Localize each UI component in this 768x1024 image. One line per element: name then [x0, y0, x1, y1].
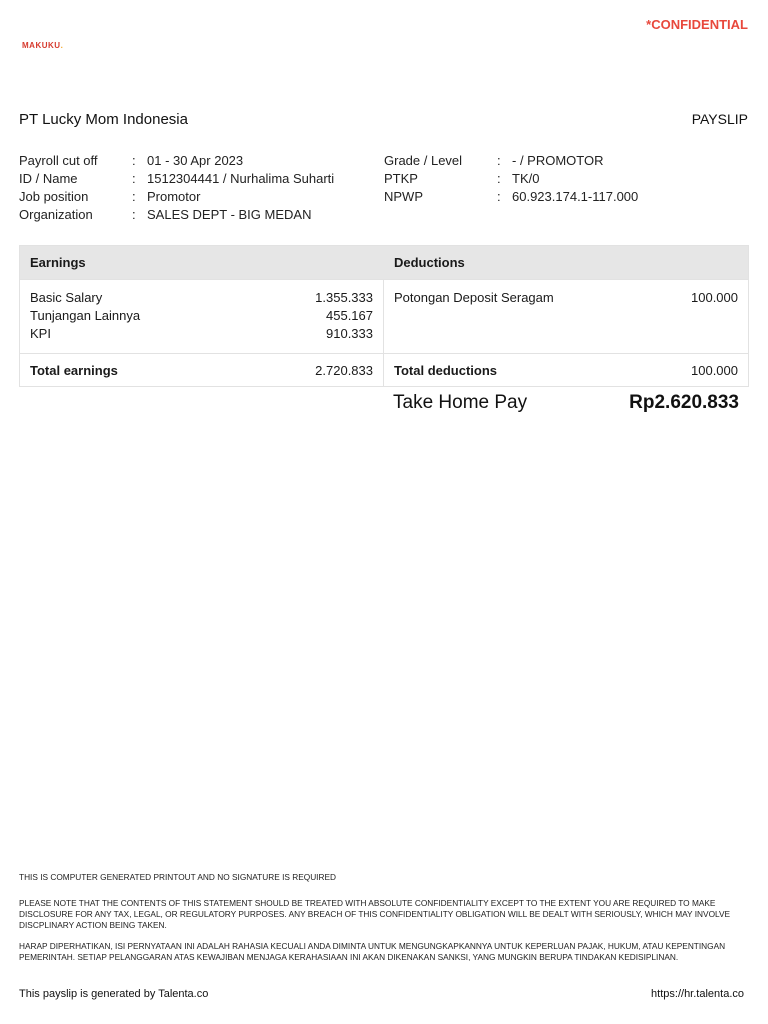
info-row-organization: [19, 205, 379, 223]
info-value: - / PROMOTOR: [512, 152, 604, 168]
deduction-label: Potongan Deposit Seragam: [394, 289, 554, 305]
earning-label: Tunjangan Lainnya: [30, 307, 141, 323]
total-deductions-amount: 100.000: [691, 362, 738, 378]
info-colon: :: [497, 152, 501, 168]
earning-label: Basic Salary: [30, 289, 103, 305]
info-label: Payroll cut off: [19, 152, 98, 168]
earning-amount: 910.333: [326, 325, 373, 341]
earning-amount: 1.355.333: [315, 289, 373, 305]
info-value: 1512304441 / Nurhalima Suharti: [147, 170, 335, 186]
confidentiality-note-id: HARAP DIPERHATIKAN, ISI PERNYATAAN INI ADALAH RAHASIA KECUALI ANDA DIMINTA UNTUK MENGUNGKAPKANNYA UNTUK KEPERLUAN PAJAK, HUKUM, ATAU KEPENTINGAN PEMERINTAH. SETIAP PELANGGARAN ATAS KEWAJIBAN MENJAGA KERAHASIAAN INI AKAN DIKENAKAN SANKSI, YANG MUNGKIN BERUPA TINDAKAN KEDISIPLINAN.: [19, 941, 726, 962]
logo-text: MAKUKU: [22, 41, 61, 50]
confidentiality-note-en: PLEASE NOTE THAT THE CONTENTS OF THIS STATEMENT SHOULD BE TREATED WITH ABSOLUTE CONFIDENTIALITY EXCEPT TO THE EXTENT YOU ARE REQUIRED TO MAKE DISCLOSURE FOR ANY TAX, LEGAL, OR REGULATORY PURPOSES. ANY BREACH OF THIS CONFIDENTIALITY OBLIGATION WILL BE DEALT WITH SERIOUSLY, WHICH MAY INVOLVE DISCPLINARY ACTION BEING TAKEN.: [19, 898, 731, 930]
take-home-pay: [393, 392, 739, 414]
company-name: PT Lucky Mom Indonesia: [19, 111, 188, 128]
earnings-total-row: [20, 354, 384, 386]
company-logo: [22, 41, 63, 50]
total-earnings-label: Total earnings: [30, 362, 118, 378]
earnings-list: [20, 280, 384, 353]
info-value: 60.923.174.1-117.000: [512, 188, 639, 204]
info-value: SALES DEPT - BIG MEDAN: [147, 206, 312, 222]
take-home-pay-amount: Rp2.620.833: [629, 392, 739, 413]
info-colon: :: [132, 152, 136, 168]
deduction-amount: 100.000: [691, 289, 738, 305]
info-row-grade-level: [384, 151, 748, 169]
info-row-id-name: [19, 169, 379, 187]
earning-item: [30, 324, 373, 342]
generated-by-text: This payslip is generated by Talenta.co: [19, 988, 209, 1000]
info-value: 01 - 30 Apr 2023: [147, 152, 244, 168]
earnings-deductions-table: [19, 245, 749, 387]
info-colon: :: [132, 188, 136, 204]
table-totals: [20, 353, 748, 386]
info-label: Grade / Level: [384, 152, 463, 168]
info-label: PTKP: [384, 170, 418, 186]
talenta-url-link[interactable]: https://hr.talenta.co: [651, 988, 744, 1000]
earning-item: [30, 306, 373, 324]
info-label: ID / Name: [19, 170, 78, 186]
info-label: Organization: [19, 206, 93, 222]
earning-label: KPI: [30, 325, 51, 341]
deductions-list: [384, 280, 748, 353]
logo-dot: .: [60, 41, 64, 50]
info-colon: :: [497, 188, 501, 204]
no-signature-note: THIS IS COMPUTER GENERATED PRINTOUT AND NO SIGNATURE IS REQUIRED: [19, 872, 337, 882]
info-row-npwp: [384, 187, 748, 205]
take-home-pay-label: Take Home Pay: [393, 392, 528, 413]
employee-info-right: [384, 151, 748, 205]
info-value: Promotor: [147, 188, 201, 204]
info-row-payroll-cutoff: [19, 151, 379, 169]
info-colon: :: [497, 170, 501, 186]
deduction-item: [394, 288, 738, 306]
earning-amount: 455.167: [326, 307, 373, 323]
deductions-header: Deductions: [394, 255, 465, 270]
info-value: TK/0: [512, 170, 540, 186]
confidential-label: *CONFIDENTIAL: [646, 17, 748, 32]
info-label: NPWP: [384, 188, 423, 204]
employee-info-left: [19, 151, 379, 223]
table-body: [20, 279, 748, 353]
info-colon: :: [132, 170, 136, 186]
document-title: PAYSLIP: [691, 111, 748, 127]
earnings-header: Earnings: [30, 255, 86, 270]
info-row-ptkp: [384, 169, 748, 187]
earning-item: [30, 288, 373, 306]
info-colon: :: [132, 206, 136, 222]
total-earnings-amount: 2.720.833: [315, 362, 373, 378]
total-deductions-label: Total deductions: [394, 362, 498, 378]
info-row-job-position: [19, 187, 379, 205]
deductions-total-row: [384, 354, 748, 386]
table-header: [20, 246, 748, 279]
info-label: Job position: [19, 188, 89, 204]
